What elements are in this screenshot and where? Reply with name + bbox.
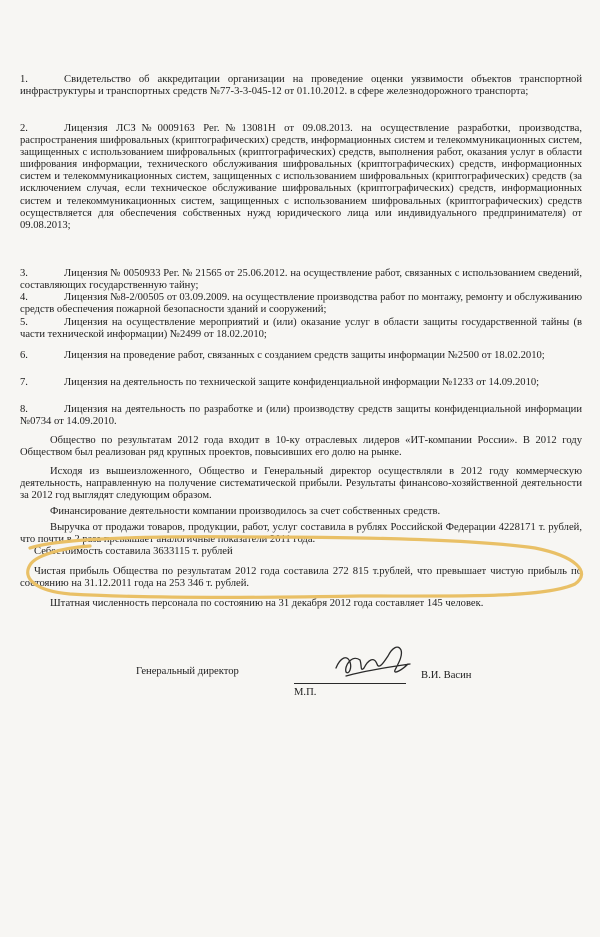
item-text: Лицензия №8-2/00505 от 03.09.2009. на осуществление производства работ по монтажу, ремонту и обслуживанию средств обеспечения пожарной безопасности зданий и сооружений; xyxy=(20,292,582,316)
item-text: Лицензия на деятельность по разработке и (или) производству средств защиты конфиденциальной информации №0734 от 14.09.2010. xyxy=(20,404,582,428)
item-text: Свидетельство об аккредитации организации на проведение оценки уязвимости объектов транспортной инфраструктуры и транспортных средств №77-3-3-045-12 от 01.10.2012. в сфере железнодорожного транспорта; xyxy=(20,74,582,98)
item-text: Лицензия на проведение работ, связанных с созданием средств защиты информации №2500 от 18.02.2010; xyxy=(64,350,545,361)
item-number: 2. xyxy=(20,123,28,134)
staff-line: Штатная численность персонала по состоянию на 31 декабря 2012 года составляет 145 человек. xyxy=(50,598,484,609)
item-text: Лицензия № 0050933 Рег. № 21565 от 25.06.2012. на осуществление работ, связанных с использованием сведений, составляющих государственную тайну; xyxy=(20,268,582,292)
profit-line: Чистая прибыль Общества по результатам 2012 года составила 272 815 т.рублей, что превышает чистую прибыль по состоянию на 31.12.2011 года на 253 346 т. рублей. xyxy=(20,566,582,590)
stamp-place: М.П. xyxy=(294,687,317,698)
item-text: Лицензия на осуществление мероприятий и (или) оказание услуг в области защиты государственной тайны (в части технической информации) №2499 от 18.02.2010; xyxy=(20,317,582,341)
signatory-name: В.И. Васин xyxy=(421,670,472,681)
item-number: 8. xyxy=(20,404,28,415)
item-number: 3. xyxy=(20,268,28,279)
signature-scribble xyxy=(336,647,410,676)
paragraph-financing: Финансирование деятельности компании производилось за счет собственных средств. xyxy=(50,506,441,517)
item-number: 4. xyxy=(20,292,28,303)
paragraph-rating: Общество по результатам 2012 года входит в 10-ку отраслевых лидеров «ИТ-компании России». В 2012 году Обществом был реализован ряд крупных проектов, повысивших его долю на рынке. xyxy=(20,435,582,459)
item-number: 1. xyxy=(20,74,28,85)
item-number: 7. xyxy=(20,377,28,388)
paragraph-revenue: Выручка от продажи товаров, продукции, работ, услуг составила в рублях Российской Федерации 4228171 т. рублей, что почти в 2 раза превышает аналогичные показатели 2011 года. xyxy=(20,522,582,546)
item-number: 6. xyxy=(20,350,28,361)
paragraph-activity: Исходя из вышеизложенного, Общество и Генеральный директор осуществляли в 2012 году коммерческую деятельность, направленную на получение систематической прибыли. Результаты финансово-хозяйственной деятельности за 2012 год выглядят следующим образом. xyxy=(20,466,582,502)
item-text: Лицензия ЛСЗ№0009163 Рег.№13081Н от 09.08.2013. на осуществление разработки, производства, распространения шифровальных (криптографических) средств, информационных систем и телекоммуникационных систем, защищенных с использованием шифровальных (криптографических) средств, выполнения работ, оказания услуг в области шифрования информации, технического обслуживания шифровальных (криптографических) средств, информационных систем и телекоммуникационных систем, защищенных с использованием шифровальных (криптографических) средств (за исключением случая, если техническое обслуживание шифровальных (криптографических) средств, информационных систем и телекоммуникационных систем, защищенных с использованием шифровальных (криптографических) средств осуществляется для обеспечения собственных нужд юридического лица или индивидуального предпринимателя) от 09.08.2013; xyxy=(20,123,582,231)
highlight-oval xyxy=(28,537,582,598)
signatory-position: Генеральный директор xyxy=(136,666,239,677)
item-text: Лицензия на деятельность по технической защите конфиденциальной информации №1233 от 14.09.2010; xyxy=(64,377,540,388)
item-number: 5. xyxy=(20,317,28,328)
cost-line: Себестоимость составила 3633115 т. рублей xyxy=(34,546,233,557)
